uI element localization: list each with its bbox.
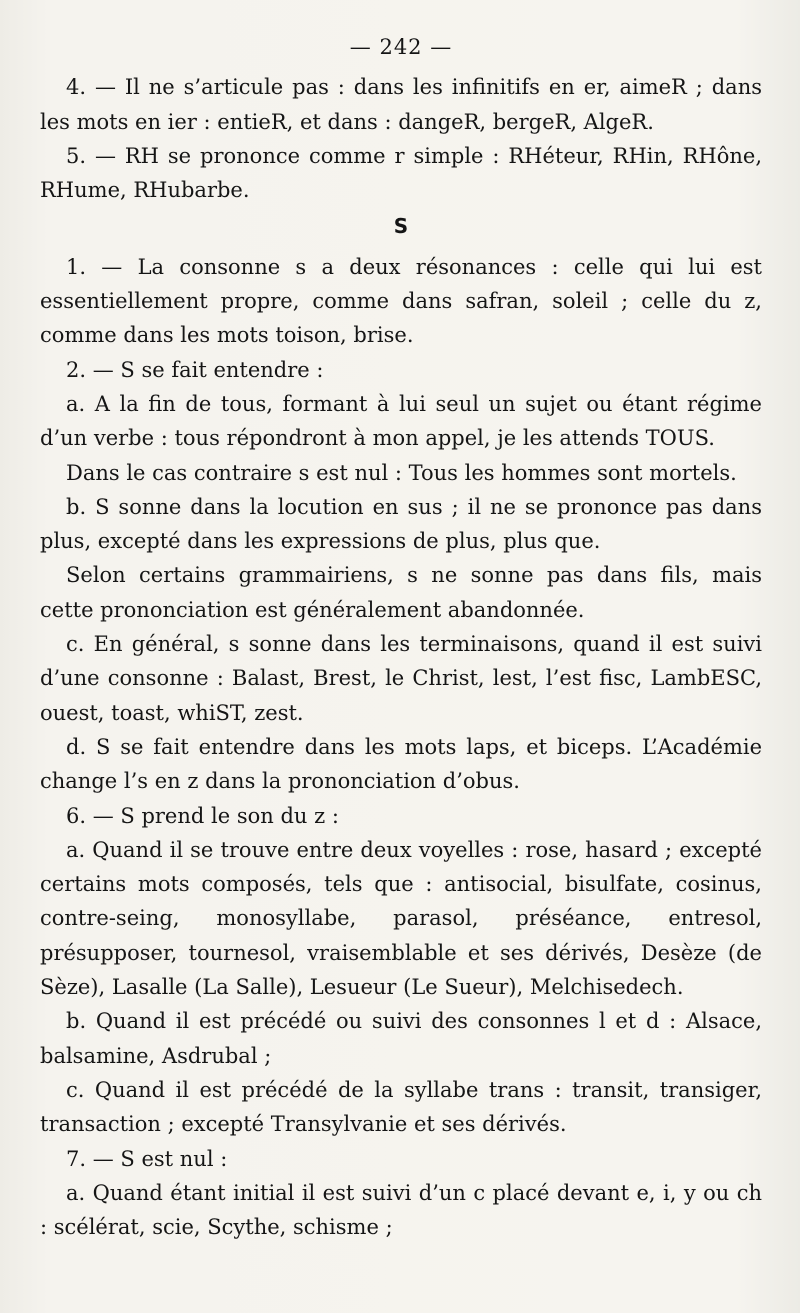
paragraph-s-6b: b. Quand il est précédé ou suivi des consonnes l et d : Alsace, balsamine, Asdrubal ;	[40, 1009, 762, 1068]
paragraph-s-2a: a. A la fin de tous, formant à lui seul un sujet ou étant régime d’un verbe : tous répondront à mon appel, je les attends TOUS.	[40, 391, 762, 451]
paragraph-s-6c: c. Quand il est précédé de la syllabe trans : transit, transiger, transaction ; excepté Transylvanie et ses dérivés.	[40, 1077, 762, 1137]
paragraph-s-7: 7. — S est nul :	[66, 1146, 228, 1171]
paragraph-s-6: 6. — S prend le son du z :	[66, 803, 339, 828]
paragraph-s-7a: a. Quand étant initial il est suivi d’un c placé devant e, i, y ou ch : scélérat, scie, Scythe, schisme ;	[40, 1180, 762, 1240]
paragraph-s-2a-contrary: Dans le cas contraire s est nul : Tous les hommes sont mortels.	[66, 460, 737, 485]
paragraph-s-2d: d. S se fait entendre dans les mots laps, et biceps. L’Académie change l’s en z dans la prononciation d’obus.	[40, 734, 762, 794]
paragraph-s-1: 1. — La consonne s a deux résonances : celle qui lui est essentiellement propre, comme dans safran, soleil ; celle du z, comme dans les mots toison, brise.	[40, 254, 762, 348]
paragraph-s-2b: b. S sonne dans la locution en sus ; il ne se prononce pas dans plus, excepté dans les expressions de plus, plus que.	[40, 494, 762, 554]
paragraph-r-4: 4. — Il ne s’articule pas : dans les infinitifs en er, aimeR ; dans les mots en ier : entieR, et dans : dangeR, bergeR, AlgeR.	[40, 75, 762, 134]
paragraph-s-2b-note: Selon certains grammairiens, s ne sonne pas dans fils, mais cette prononciation est généralement abandonnée.	[40, 563, 762, 622]
paragraph-r-5: 5. — RH se prononce comme r simple : RHéteur, RHin, RHône, RHume, RHubarbe.	[40, 143, 762, 203]
section-heading: S	[393, 214, 409, 239]
paragraph-s-6a: a. Quand il se trouve entre deux voyelles : rose, hasard ; excepté certains mots composés, tels que : antisocial, bisulfate, cosinus, contre-seing, monosyllabe, parasol, préséance, entresol, présupposer, tournesol, vraisemblable et ses dérivés, Desèze (de Sèze), Lasalle (La Salle), Lesueur (Le Sueur), Melchisedech.	[40, 837, 762, 1000]
paragraph-s-2: 2. — S se fait entendre :	[66, 357, 324, 382]
paragraph-s-2c: c. En général, s sonne dans les terminaisons, quand il est suivi d’une consonne : Balast, Brest, le Christ, lest, l’est fisc, LambESC, ouest, toast, whiST, zest.	[40, 632, 762, 725]
page-number: — 242 —	[349, 35, 453, 59]
